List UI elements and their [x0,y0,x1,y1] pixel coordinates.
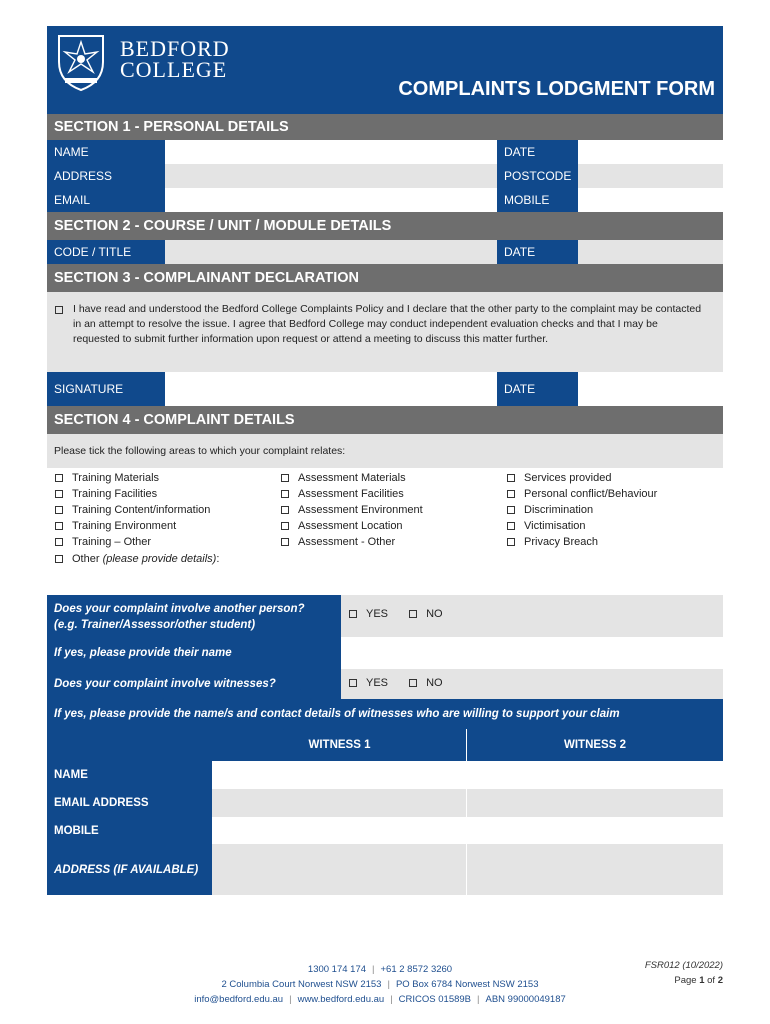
yes-checkbox[interactable] [349,679,357,687]
person-name-question: If yes, please provide their name [47,637,341,669]
address-label: ADDRESS [47,164,165,188]
checkbox[interactable] [55,490,63,498]
email-label: EMAIL [47,188,165,212]
name-label: NAME [47,140,165,164]
witness-address-label: ADDRESS (IF AVAILABLE) [47,844,212,895]
witness2-mobile-field[interactable] [467,817,723,844]
witnesses-answer: YES NO [341,669,723,699]
checkbox[interactable] [281,522,289,530]
another-person-question: Does your complaint involve another person? (e.g. Trainer/Assessor/other student) [47,595,341,637]
area-option[interactable]: Assessment Facilities [281,486,423,502]
mobile-label: MOBILE [497,188,578,212]
witness1-email-field[interactable] [212,789,466,817]
area-option[interactable]: Training Environment [55,518,219,534]
postcode-label: POSTCODE [497,164,578,188]
checkbox[interactable] [507,522,515,530]
witness-details-question: If yes, please provide the name/s and contact details of witnesses who are willing to support your claim [47,699,723,729]
witness-name-label: NAME [47,761,212,789]
witness1-header: WITNESS 1 [47,729,467,761]
signature-field[interactable] [165,372,497,406]
complaint-areas-col3 [507,470,657,550]
witness2-address-field[interactable] [467,844,723,895]
another-person-answer: YES NO [341,595,723,637]
college-name: BEDFORD COLLEGE [120,36,230,82]
email-field[interactable] [165,188,497,212]
footer-email-link[interactable]: info@bedford.edu.au [194,994,284,1005]
area-option[interactable]: Discrimination [507,502,657,518]
declaration-checkbox[interactable] [55,306,63,314]
form-header [47,26,723,114]
no-checkbox[interactable] [409,610,417,618]
course-date-field[interactable] [578,240,723,264]
column-divider [466,789,467,895]
course-date-label: DATE [497,240,578,264]
page-title: COMPLAINTS LODGMENT FORM [398,78,715,100]
area-option[interactable]: Assessment Materials [281,470,423,486]
declaration-date-label: DATE [497,372,578,406]
complaint-instruction: Please tick the following areas to which your complaint relates: [47,434,723,468]
footer-contact: 1300 174 174 | +61 2 8572 3260 2 Columbia Court Norwest NSW 2153 | PO Box 6784 Norwest NSW 2153 info@bedford.edu.au | www.bedford.edu.au | CRICOS 01589B | ABN 99000049187 [194,964,566,1005]
witness1-address-field[interactable] [212,844,466,895]
name-field[interactable] [165,140,497,164]
checkbox[interactable] [281,538,289,546]
yes-checkbox[interactable] [349,610,357,618]
witness2-header: WITNESS 2 [467,729,723,761]
checkbox[interactable] [55,522,63,530]
checkbox[interactable] [507,506,515,514]
witness1-mobile-field[interactable] [212,817,466,844]
witness1-name-field[interactable] [212,761,466,789]
area-option[interactable]: Training Materials [55,470,219,486]
witnesses-question: Does your complaint involve witnesses? [47,669,341,699]
area-option[interactable]: Training Content/information [55,502,219,518]
date-label: DATE [497,140,578,164]
footer-form-info: FSR012 (10/2022) Page 1 of 2 [644,960,723,986]
complaint-areas-col2 [281,470,423,550]
address-field[interactable] [165,164,497,188]
checkbox[interactable] [507,490,515,498]
postcode-field[interactable] [578,164,723,188]
witness2-email-field[interactable] [467,789,723,817]
area-option[interactable]: Training – Other [55,534,219,550]
witness2-name-field[interactable] [467,761,723,789]
code-title-field[interactable] [165,240,497,264]
section4-header: SECTION 4 - COMPLAINT DETAILS [47,406,723,434]
area-option-other[interactable]: Other (please provide details): [55,551,219,567]
date-field[interactable] [578,140,723,164]
complaint-areas-col1 [55,470,219,567]
area-option[interactable]: Assessment Location [281,518,423,534]
checkbox[interactable] [507,474,515,482]
checkbox[interactable] [55,538,63,546]
section1-header: SECTION 1 - PERSONAL DETAILS [47,114,723,140]
code-title-label: CODE / TITLE [47,240,165,264]
declaration-text: I have read and understood the Bedford College Complaints Policy and I declare that the other party to the complaint may be contacted in an attempt to resolve the issue. I agree that Bedford College may conduct independent evaluation checks and that I may be requested to submit further information upon request or attend a meeting to discuss this matter further. [73,303,702,345]
declaration-panel [47,292,723,372]
checkbox[interactable] [55,555,63,563]
area-option[interactable]: Victimisation [507,518,657,534]
area-option[interactable]: Assessment - Other [281,534,423,550]
signature-label: SIGNATURE [47,372,165,406]
declaration-date-field[interactable] [578,372,723,406]
area-option[interactable]: Assessment Environment [281,502,423,518]
area-option[interactable]: Privacy Breach [507,534,657,550]
checkbox[interactable] [507,538,515,546]
section3-header: SECTION 3 - COMPLAINANT DECLARATION [47,264,723,292]
section2-header: SECTION 2 - COURSE / UNIT / MODULE DETAILS [47,212,723,240]
checkbox[interactable] [55,474,63,482]
witness-email-label: EMAIL ADDRESS [47,789,212,817]
area-option[interactable]: Personal conflict/Behaviour [507,486,657,502]
person-name-field[interactable] [341,637,723,669]
area-option[interactable]: Services provided [507,470,657,486]
checkbox[interactable] [281,490,289,498]
checkbox[interactable] [281,506,289,514]
checkbox[interactable] [55,506,63,514]
checkbox[interactable] [281,474,289,482]
witness-mobile-label: MOBILE [47,817,212,844]
area-option[interactable]: Training Facilities [55,486,219,502]
college-crest-icon [55,32,107,92]
footer-web-link[interactable]: www.bedford.edu.au [297,994,385,1005]
no-checkbox[interactable] [409,679,417,687]
mobile-field[interactable] [578,188,723,212]
